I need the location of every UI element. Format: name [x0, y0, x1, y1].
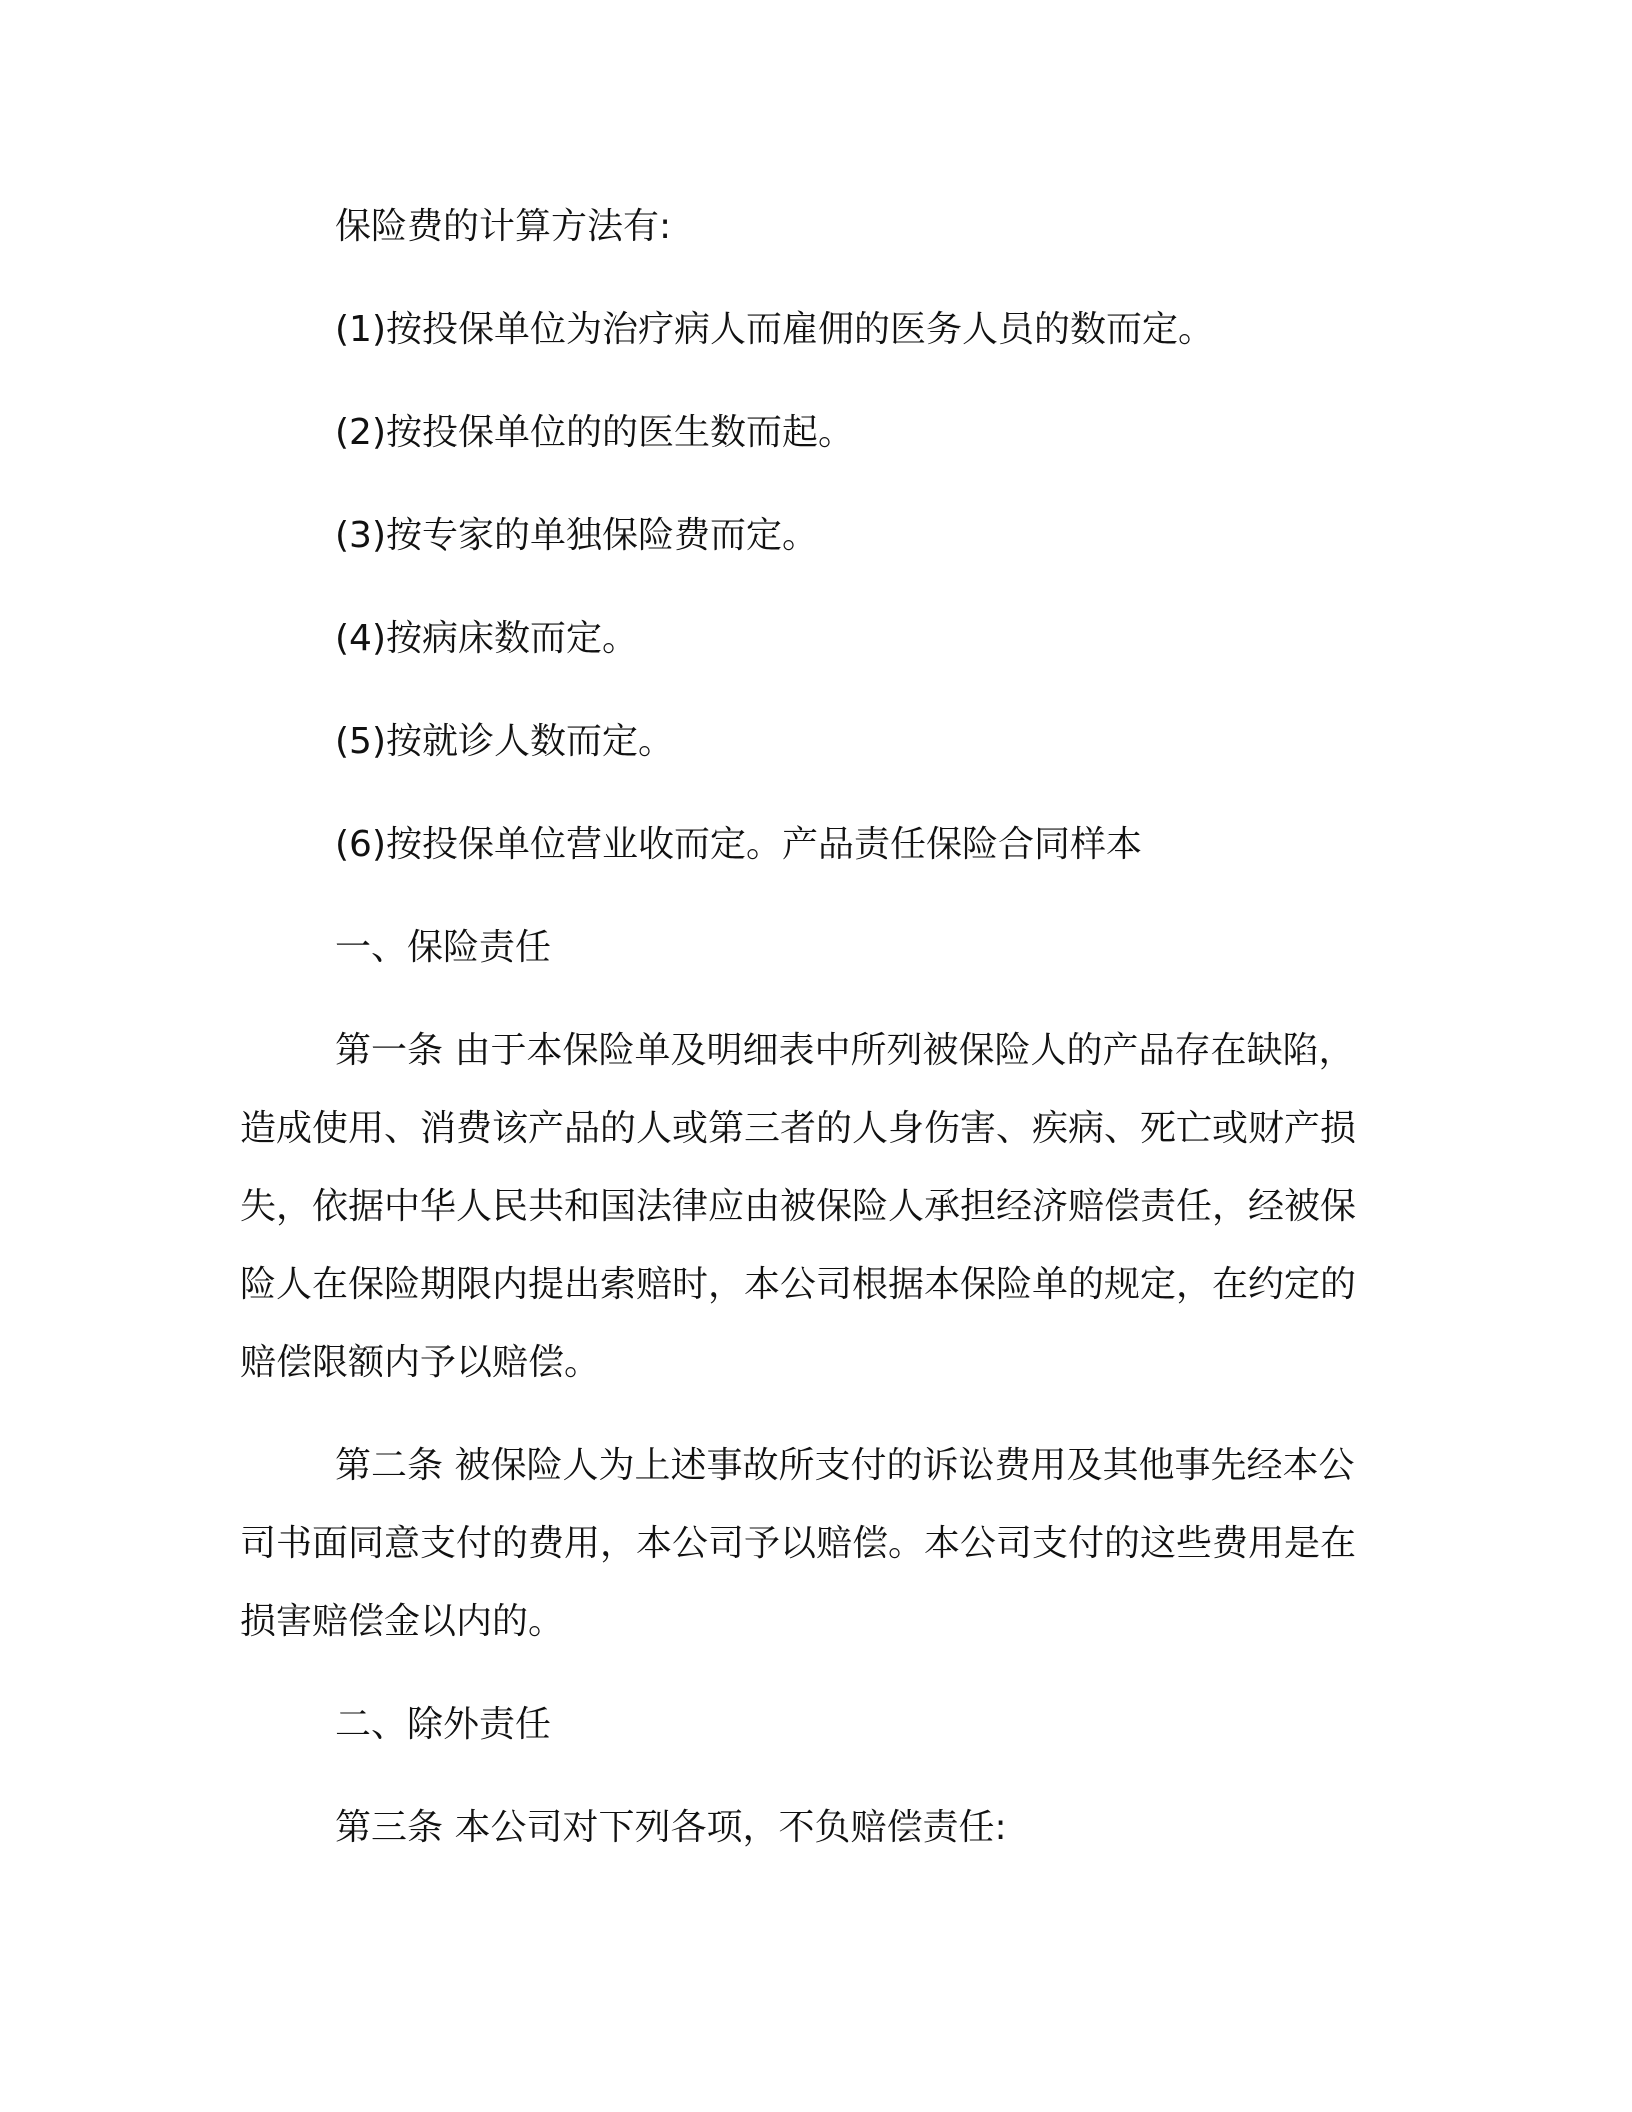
method-3: (3)按专家的单独保险费而定。 — [335, 515, 818, 556]
section-heading-insurance-liability: 一、保险责任 — [335, 927, 552, 968]
method-1: (1)按投保单位为治疗病人而雇佣的医务人员的数而定。 — [335, 309, 1214, 350]
method-5: (5)按就诊人数而定。 — [335, 721, 674, 762]
method-2: (2)按投保单位的的医生数而起。 — [335, 412, 854, 453]
article-3: 第三条 本公司对下列各项，不负赔偿责任: — [335, 1807, 1007, 1848]
method-6-and-contract-title: (6)按投保单位营业收而定。产品责任保险合同样本 — [335, 824, 1142, 865]
method-4: (4)按病床数而定。 — [335, 618, 638, 659]
section-heading-exclusions: 二、除外责任 — [335, 1704, 552, 1745]
article-1: 第一条 由于本保险单及明细表中所列被保险人的产品存在缺陷，造成使用、消费该产品的人或第三者的人身伤害、疾病、死亡或财产损失，依据中华人民共和国法律应由被保险人承担经济赔偿责任，经被保险人在保险期限内提出索赔时，本公司根据本保险单的规定，在约定的赔偿限额内予以赔偿。 — [240, 1030, 1357, 1383]
document-body — [240, 188, 1390, 1892]
premium-methods-intro: 保险费的计算方法有: — [335, 206, 672, 247]
article-2: 第二条 被保险人为上述事故所支付的诉讼费用及其他事先经本公司书面同意支付的费用，本公司予以赔偿。本公司支付的这些费用是在损害赔偿金以内的。 — [240, 1445, 1357, 1642]
